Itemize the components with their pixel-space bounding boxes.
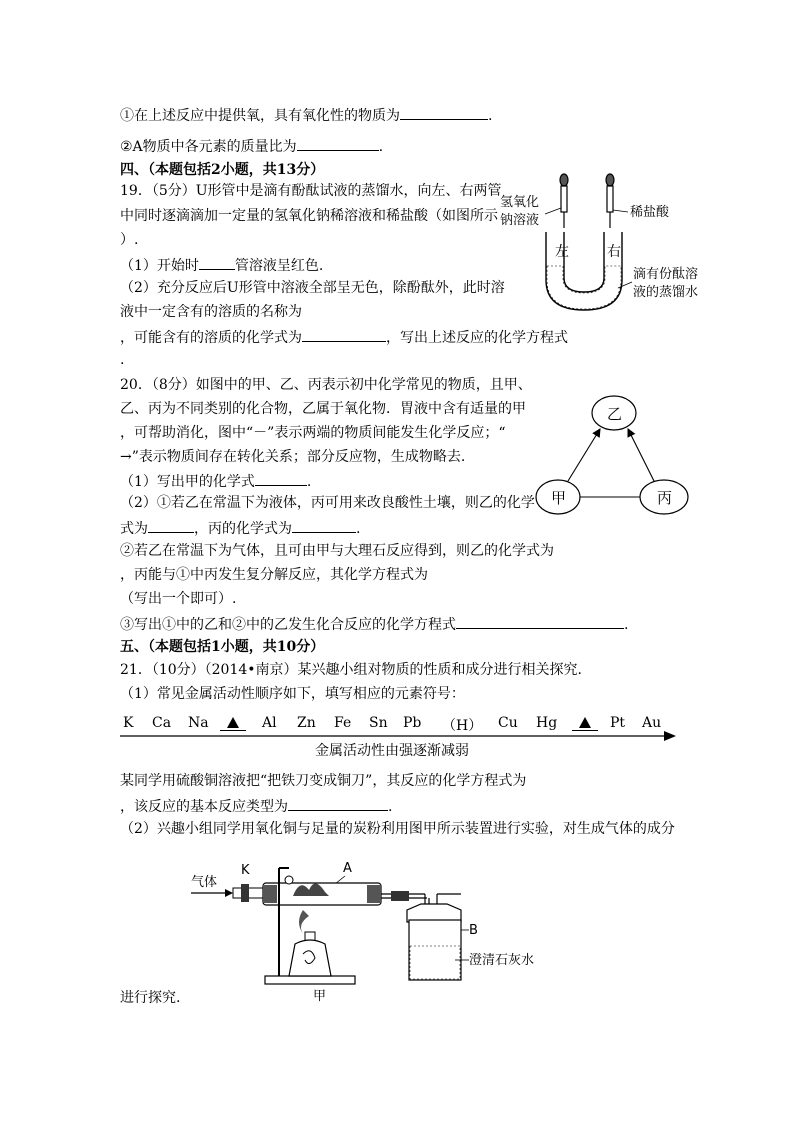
series-caption: 金属活动性由强逐渐减弱	[315, 743, 469, 759]
answer-blank	[456, 613, 624, 629]
question-line: （1）常见金属活动性顺序如下，填写相应的元素符号：	[120, 686, 465, 702]
limewater-label: 澄清石灰水	[469, 953, 535, 968]
question-line: （写出一个即可）.	[120, 591, 237, 607]
alcohol-lamp	[289, 940, 331, 976]
water-label: 液的蒸馏水	[633, 285, 699, 300]
arrow-jia-to-yi	[568, 429, 600, 481]
question-line: 液中一定含有的溶质的名称为	[120, 304, 302, 320]
answer-blank	[302, 326, 386, 342]
element-symbol: Zn	[297, 715, 316, 731]
question-line: 中同时逐滴滴加一定量的氢氧化钠稀溶液和稀盐酸（如图所示	[120, 208, 498, 224]
question-line: （2）兴趣小组同学用氧化铜与足量的炭粉利用图甲所示装置进行实验，对生成气体的成分	[120, 821, 675, 837]
apparatus-figure	[185, 850, 565, 1005]
element-symbol: Ca	[152, 715, 172, 731]
question-line: 21．（10分）（2014•南京）某兴趣小组对物质的性质和成分进行相关探究.	[120, 662, 582, 678]
answer-blank	[255, 470, 307, 486]
element-symbol: K	[123, 715, 134, 731]
gas-washing-bottle	[409, 920, 461, 980]
question-line: ①在上述反应中提供氧，具有氧化性的物质为 .	[120, 104, 492, 126]
question-line: 20．（8分）如图中的甲、乙、丙表示初中化学常见的物质，且甲、	[120, 377, 532, 393]
dropper-icon	[560, 174, 568, 228]
question-line: （2）充分反应后U形管中溶液全部呈无色，除酚酞外，此时溶	[120, 280, 505, 296]
element-symbol: Na	[188, 715, 209, 731]
element-symbol: Au	[642, 715, 662, 731]
answer-blank	[288, 795, 388, 811]
u-tube-figure	[500, 170, 720, 320]
figure-caption: 甲	[313, 989, 327, 1004]
node-yi-label: 乙	[607, 405, 623, 423]
element-symbol: Pt	[610, 715, 626, 731]
question-line: （1）开始时 管溶液呈红色.	[120, 254, 323, 276]
element-symbol: Fe	[334, 715, 352, 731]
question-line: ，可能含有的溶质的化学式为 ，写出上述反应的化学方程式	[120, 326, 568, 348]
question-line: ，可帮助消化，图中“－”表示两端的物质间能发生化学反应；“	[120, 425, 506, 441]
water-label: 滴有份酞溶	[633, 267, 699, 282]
hcl-label: 稀盐酸	[630, 205, 670, 220]
question-line: ②A物质中各元素的质量比为 .	[120, 135, 383, 157]
question-line: 式为 ，丙的化学式为 .	[120, 517, 360, 539]
answer-blank	[199, 254, 235, 270]
naoh-label: 氢氧化	[500, 195, 540, 210]
tube-a-label: A	[343, 861, 352, 876]
question-line: （1）写出甲的化学式 .	[120, 470, 311, 492]
answer-blank	[400, 104, 488, 120]
question-line: ，该反应的基本反应类型为 .	[120, 795, 392, 817]
triangle-figure	[534, 393, 694, 523]
question-line: 乙、丙为不同类别的化合物，乙属于氧化物．胃液中含有适量的甲	[120, 401, 526, 417]
question-line: 某同学用硫酸铜溶液把“把铁刀变成铜刀”，其反应的化学方程式为	[120, 773, 527, 789]
bottle-b-label: B	[469, 923, 478, 938]
naoh-label: 钠溶液	[500, 213, 540, 228]
answer-blank	[292, 517, 356, 533]
element-symbol: Hg	[536, 715, 558, 731]
question-line: ②若乙在常温下为气体，且可由甲与大理石反应得到，则乙的化学式为	[120, 543, 554, 559]
arrow-bing-to-yi	[628, 429, 654, 481]
element-symbol: Sn	[369, 715, 388, 731]
question-line: 19．（5分）U形管中是滴有酚酞试液的蒸馏水，向左、右两管	[120, 183, 502, 199]
question-line: （2）①若乙在常温下为液体，丙可用来改良酸性土壤，则乙的化学	[120, 495, 535, 511]
dropper-icon	[606, 174, 614, 228]
question-line: ③写出①中的乙和②中的乙发生化合反应的化学方程式 .	[120, 613, 628, 635]
node-bing-label: 丙	[657, 489, 673, 507]
question-line: ，丙能与①中丙发生复分解反应，其化学方程式为	[120, 567, 428, 583]
answer-blank	[297, 135, 379, 151]
node-jia-label: 甲	[551, 489, 567, 507]
element-symbol: Pb	[403, 715, 422, 731]
question-line: →”表示物质间存在转化关系；部分反应物，生成物略去.	[120, 449, 466, 465]
right-label: 右	[607, 244, 621, 260]
question-line: ）.	[120, 232, 139, 248]
stand-base	[265, 976, 355, 984]
left-label: 左	[555, 244, 569, 260]
section-heading: 四、（本题包括2小题，共13分）	[120, 162, 325, 178]
element-symbol: （H）	[442, 718, 483, 734]
question-line: .	[120, 352, 125, 368]
answer-blank	[148, 517, 194, 533]
gas-label: 气体	[191, 875, 218, 890]
element-symbol: Cu	[498, 715, 518, 731]
element-symbol: Al	[262, 715, 277, 731]
section-heading: 五、（本题包括1小题，共10分）	[120, 639, 325, 655]
valve-k-label: K	[241, 863, 250, 878]
valve-icon	[241, 884, 249, 902]
question-line: 进行探究.	[120, 990, 181, 1006]
flame-icon	[299, 910, 309, 934]
